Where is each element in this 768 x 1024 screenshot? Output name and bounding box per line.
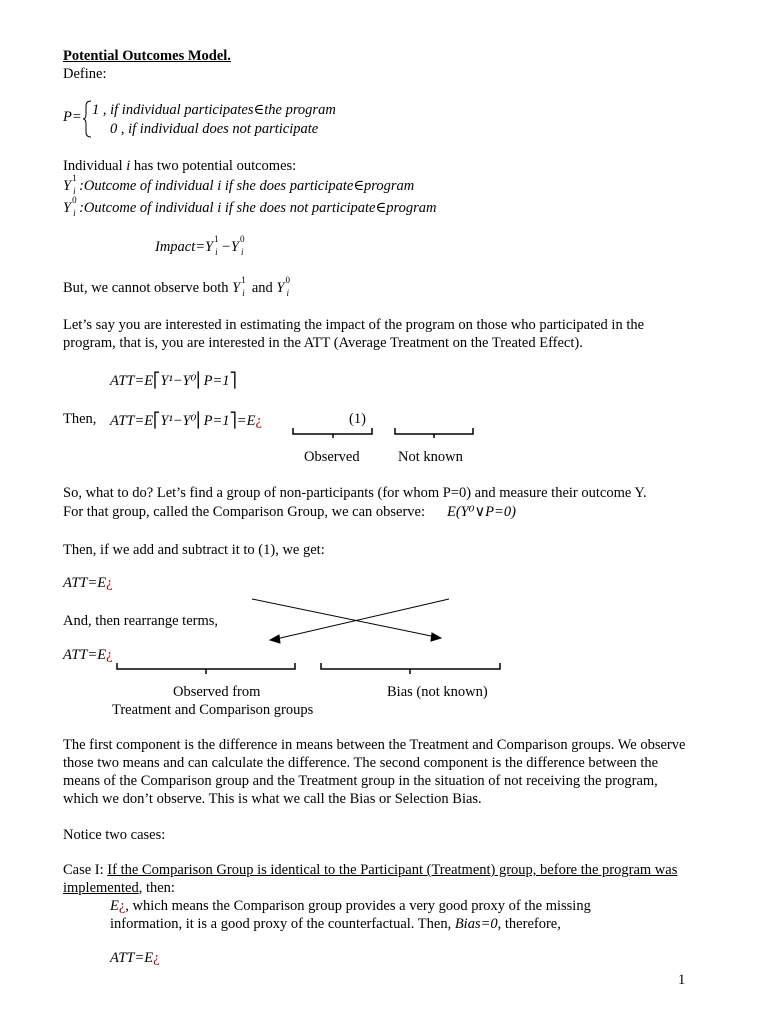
- define-label: Define:: [63, 66, 107, 82]
- then-label: Then,: [63, 411, 97, 427]
- left-brace: [82, 100, 92, 138]
- treatment-comparison-label: Treatment and Comparison groups: [112, 702, 314, 718]
- so-what-line-2: For that group, called the Comparison Group, we can observe:: [63, 504, 426, 520]
- underbrace-observed: [293, 428, 372, 438]
- observed-label: Observed: [304, 449, 360, 465]
- p-case-participates: 1 , if individual participates∈the program: [92, 102, 336, 118]
- equation-number: (1): [349, 411, 366, 427]
- att-intro-paragraph: Let’s say you are interested in estimating the impact of the program on those who participated in the program, that is, you are interested in the ATT (Average Treatment on the Treated Effect).: [63, 317, 645, 351]
- page-title: Potential Outcomes Model.: [63, 48, 231, 64]
- crossing-arrows: [252, 599, 449, 643]
- bias-not-known-label: Bias (not known): [387, 684, 488, 700]
- page-number: 1: [678, 972, 686, 988]
- underbrace-not-known: [395, 428, 473, 438]
- rearrange-text: And, then rearrange terms,: [63, 613, 219, 629]
- att-equation: ATT=E⎡Y¹−Y⁰⎢P=1⎤: [110, 373, 237, 389]
- case-1-line-2: information, it is a good proxy of the counterfactual. Then, Bias=0, therefore,: [110, 916, 561, 932]
- underbrace-bias: [321, 663, 500, 674]
- so-what-line-1: So, what to do? Let’s find a group of non-participants (for whom P=0) and measure their outcome Y.: [63, 485, 647, 501]
- observed-from-label: Observed from: [173, 684, 261, 700]
- notice-text: Notice two cases:: [63, 827, 166, 843]
- att-final-equation: ATT=E¿: [110, 950, 160, 966]
- att-equation-1: ATT=E⎡Y¹−Y⁰⎢P=1⎤=E¿: [110, 413, 262, 429]
- add-subtract-text: Then, if we add and subtract it to (1), we get:: [63, 542, 325, 558]
- first-component-paragraph: The first component is the difference in means between the Treatment and Comparison groups. We observe those two means and can calculate the difference. The second component is the difference between the means of the Comparison group and the Treatment group in the situation of not receiving the program, which we don’t observe. This is what we call the Bias or Selection Bias.: [63, 737, 686, 807]
- case-1-line-1: E¿, which means the Comparison group provides a very good proxy of the missing: [110, 898, 591, 914]
- p-lhs: P=: [63, 109, 82, 125]
- cannot-observe-text: But, we cannot observe both Y 1 i and Y 0 i: [63, 274, 290, 298]
- underbrace-observed-from: [117, 663, 295, 674]
- outcomes-intro: Individual i has two potential outcomes:: [63, 158, 297, 174]
- comparison-expectation: E(Y⁰∨P=0): [447, 504, 516, 520]
- y1-definition: Y 1 i :Outcome of individual i if she does participate∈program: [63, 172, 415, 196]
- not-known-label: Not known: [398, 449, 463, 465]
- y0-definition: Y 0 i :Outcome of individual i if she does not participate∈program: [63, 194, 437, 218]
- att-equation-2: ATT=E¿: [63, 575, 113, 591]
- p-case-not-participates: 0 , if individual does not participate: [110, 121, 319, 137]
- impact-equation: Impact=Y 1 i −Y 0 i: [155, 233, 245, 257]
- case-1-heading: Case I: If the Comparison Group is identical to the Participant (Treatment) group, before the program was implemented, then:: [63, 862, 678, 896]
- att-equation-3: ATT=E¿: [63, 647, 113, 663]
